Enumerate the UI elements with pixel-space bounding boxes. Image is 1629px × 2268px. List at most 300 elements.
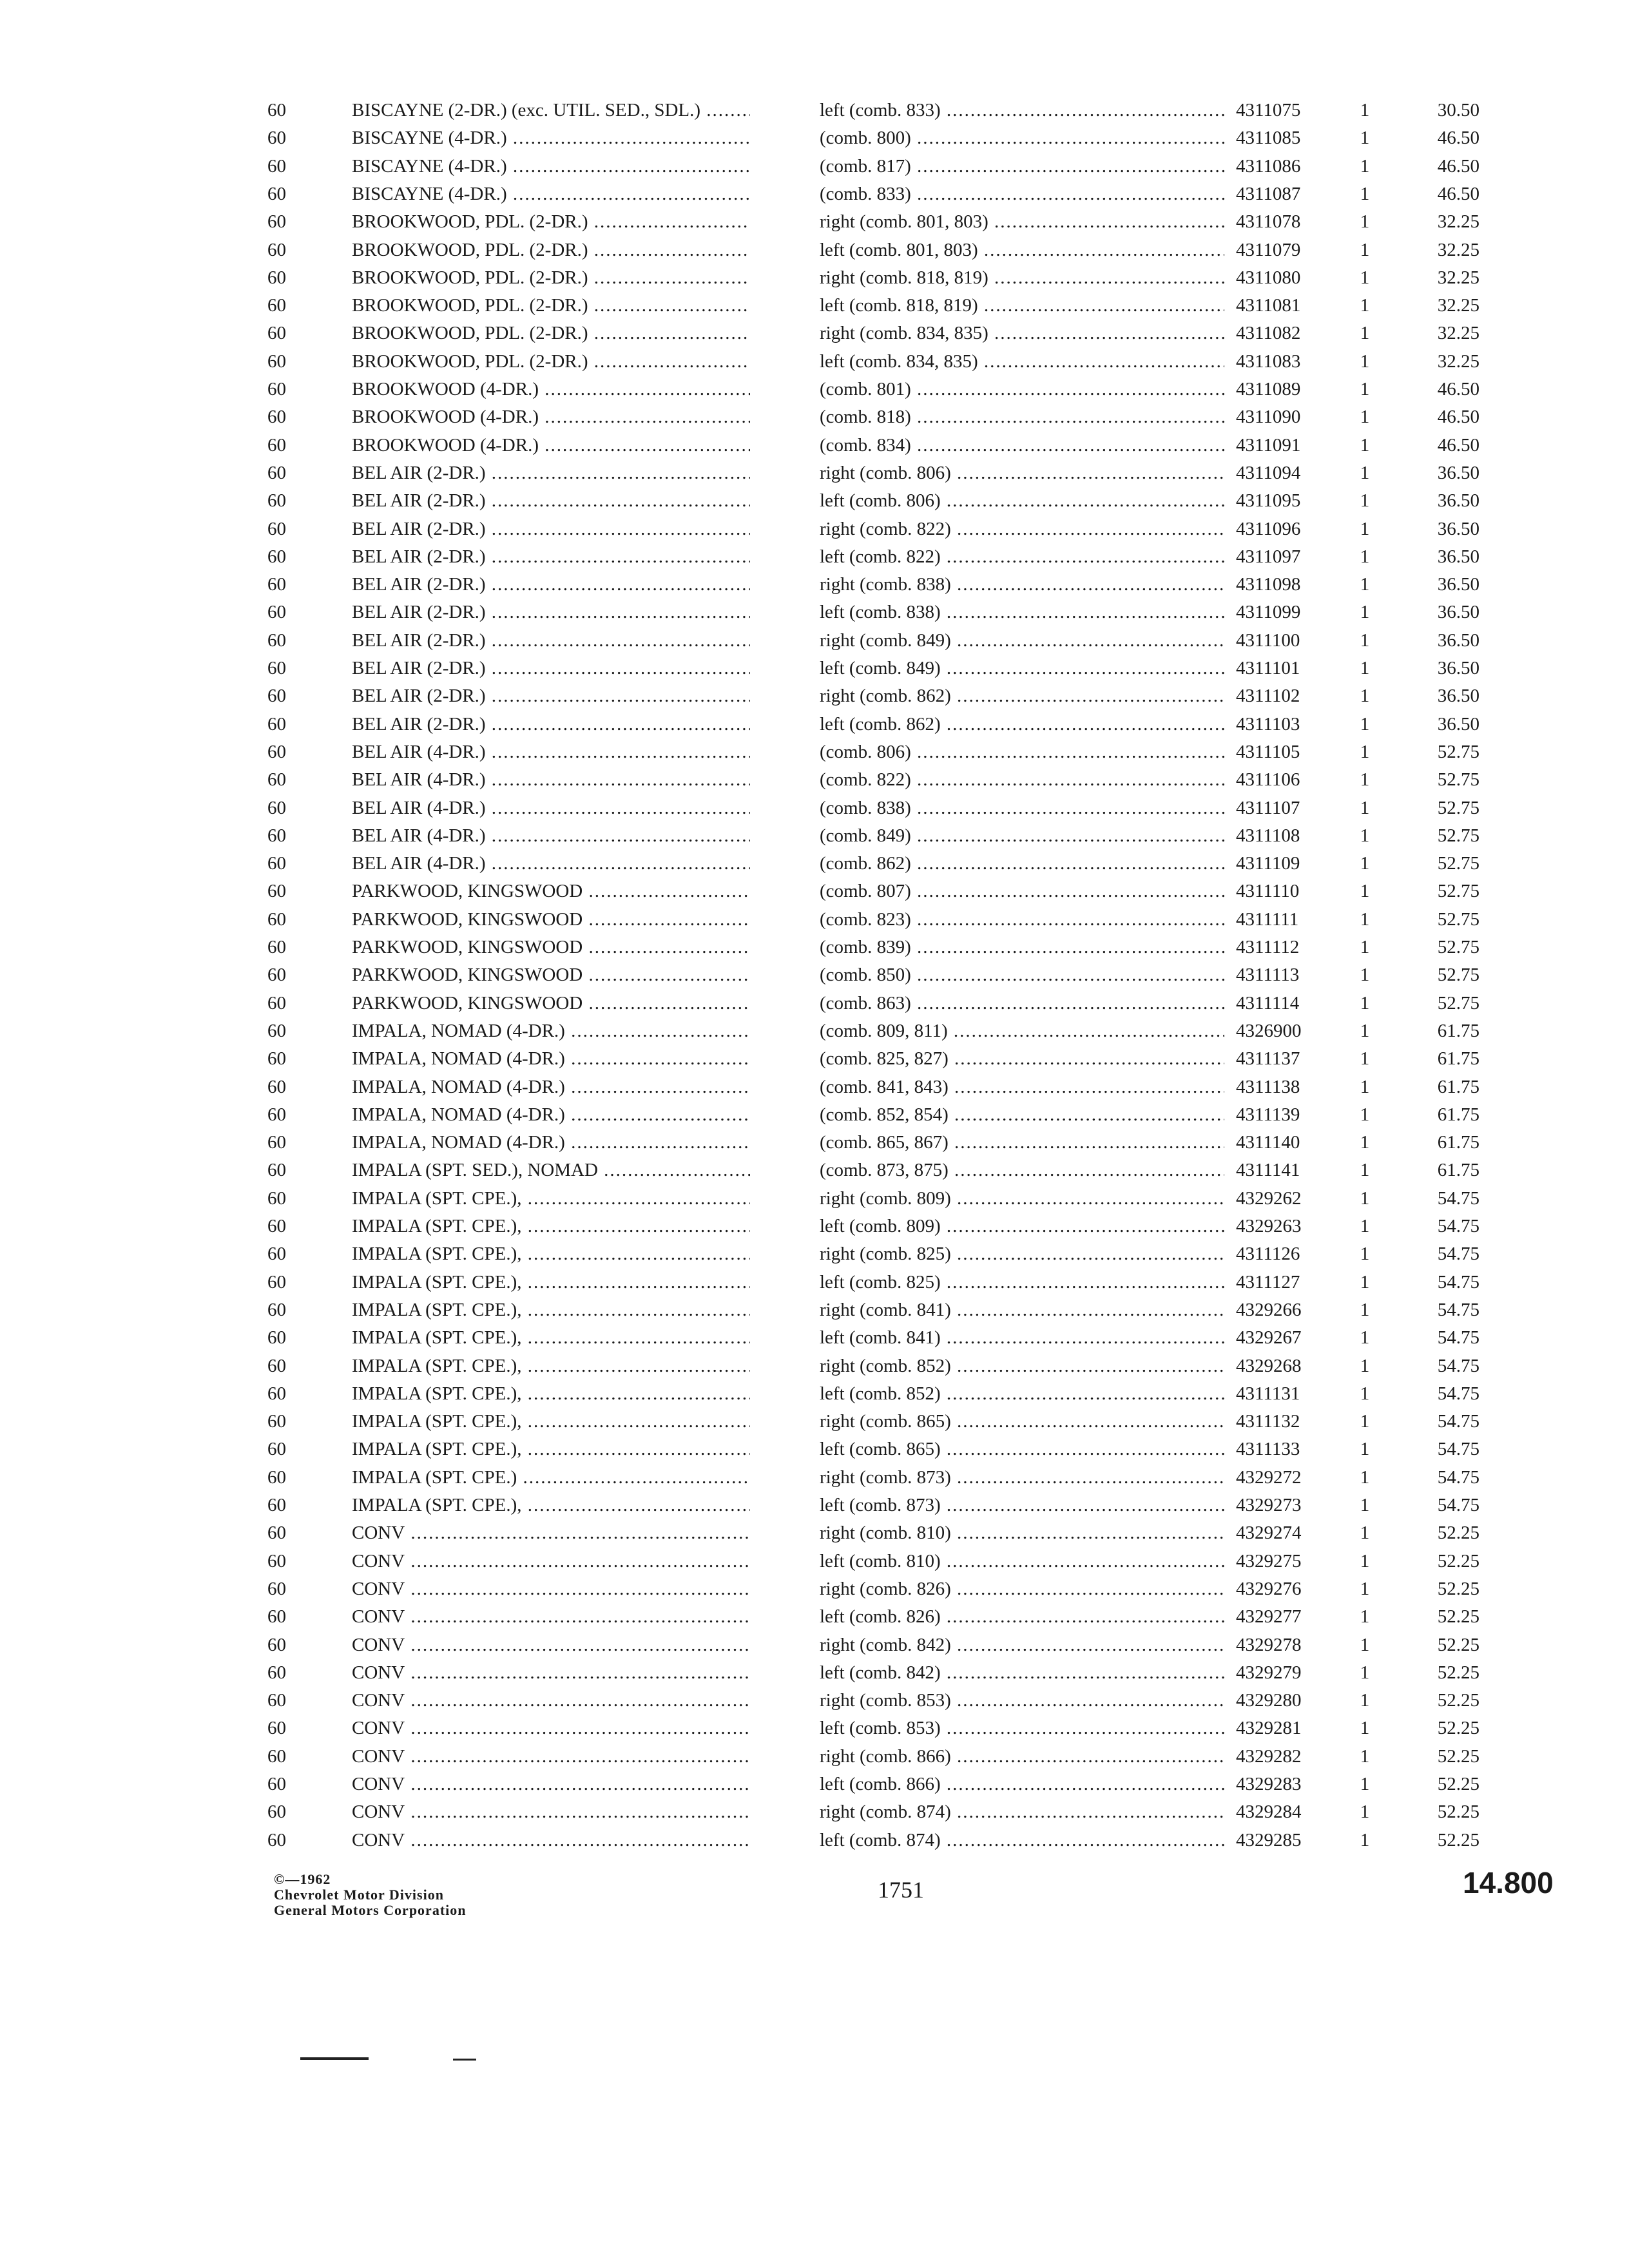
model-name: BISCAYNE (4-DR.) ..... xyxy=(352,180,750,208)
part-number: 4311126 xyxy=(1236,1244,1300,1264)
part-number: 4311141 xyxy=(1236,1160,1300,1180)
table-row xyxy=(0,1743,1629,1771)
quantity: 1 xyxy=(1360,1635,1370,1655)
description: right (comb. 838) ..... xyxy=(820,571,1224,599)
model-name: PARKWOOD, KINGSWOOD ..... xyxy=(352,961,750,989)
part-number: 4311132 xyxy=(1236,1411,1300,1432)
quantity: 1 xyxy=(1360,1160,1370,1180)
model-year: 60 xyxy=(267,1439,286,1459)
quantity: 1 xyxy=(1360,1690,1370,1711)
description: left (comb. 838) ..... xyxy=(820,599,1224,626)
model-year: 60 xyxy=(267,156,286,177)
table-row xyxy=(0,1240,1629,1268)
description: left (comb. 801, 803) ..... xyxy=(820,236,1224,264)
description: (comb. 841, 843) ..... xyxy=(820,1073,1224,1101)
description: (comb. 809, 811) ..... xyxy=(820,1017,1224,1045)
description: (comb. 825, 827) ..... xyxy=(820,1045,1224,1073)
quantity: 1 xyxy=(1360,853,1370,874)
model-name: IMPALA (SPT. CPE.), ..... xyxy=(352,1492,750,1519)
part-number: 4311083 xyxy=(1236,351,1301,372)
price: 36.50 xyxy=(1437,519,1480,539)
price: 32.25 xyxy=(1437,351,1480,372)
quantity: 1 xyxy=(1360,1104,1370,1125)
description: (comb. 818) ..... xyxy=(820,403,1224,431)
description: left (comb. 825) ..... xyxy=(820,1269,1224,1296)
table-row xyxy=(0,599,1629,626)
part-number: 4311109 xyxy=(1236,853,1300,874)
description: left (comb. 841) ..... xyxy=(820,1324,1224,1352)
description: (comb. 800) ..... xyxy=(820,124,1224,152)
part-number: 4311099 xyxy=(1236,602,1301,622)
quantity: 1 xyxy=(1360,1272,1370,1293)
price: 36.50 xyxy=(1437,546,1480,567)
model-name: PARKWOOD, KINGSWOOD ..... xyxy=(352,934,750,961)
part-number: 4311102 xyxy=(1236,686,1300,706)
price: 32.25 xyxy=(1437,267,1480,288)
model-year: 60 xyxy=(267,435,286,456)
model-name: CONV ..... xyxy=(352,1715,750,1742)
price: 52.25 xyxy=(1437,1718,1480,1738)
table-row xyxy=(0,124,1629,152)
table-row xyxy=(0,1464,1629,1492)
model-name: BEL AIR (4-DR.) ..... xyxy=(352,766,750,794)
price: 52.75 xyxy=(1437,993,1480,1014)
table-row xyxy=(0,1603,1629,1631)
price: 61.75 xyxy=(1437,1021,1480,1041)
price: 61.75 xyxy=(1437,1077,1480,1097)
table-row xyxy=(0,961,1629,989)
model-name: IMPALA (SPT. SED.), NOMAD ..... xyxy=(352,1157,750,1184)
model-year: 60 xyxy=(267,490,286,511)
model-year: 60 xyxy=(267,519,286,539)
model-name: CONV ..... xyxy=(352,1603,750,1631)
model-name: IMPALA (SPT. CPE.), ..... xyxy=(352,1296,750,1324)
description: right (comb. 852) ..... xyxy=(820,1352,1224,1380)
quantity: 1 xyxy=(1360,1774,1370,1794)
table-row xyxy=(0,1157,1629,1184)
quantity: 1 xyxy=(1360,1746,1370,1767)
part-number: 4329263 xyxy=(1236,1216,1302,1236)
table-row xyxy=(0,1352,1629,1380)
model-name: BEL AIR (2-DR.) ..... xyxy=(352,459,750,487)
table-row xyxy=(0,403,1629,431)
model-year: 60 xyxy=(267,1579,286,1599)
part-number: 4311131 xyxy=(1236,1383,1300,1404)
model-name: IMPALA, NOMAD (4-DR.) ..... xyxy=(352,1129,750,1157)
description: right (comb. 842) ..... xyxy=(820,1631,1224,1659)
part-number: 4311089 xyxy=(1236,379,1301,399)
table-row xyxy=(0,153,1629,180)
quantity: 1 xyxy=(1360,407,1370,427)
quantity: 1 xyxy=(1360,267,1370,288)
price: 54.75 xyxy=(1437,1300,1480,1320)
model-year: 60 xyxy=(267,407,286,427)
part-number: 4311101 xyxy=(1236,658,1300,678)
quantity: 1 xyxy=(1360,798,1370,818)
model-year: 60 xyxy=(267,240,286,260)
quantity: 1 xyxy=(1360,1188,1370,1209)
part-number: 4311085 xyxy=(1236,128,1301,148)
model-name: CONV ..... xyxy=(352,1798,750,1826)
quantity: 1 xyxy=(1360,1467,1370,1488)
quantity: 1 xyxy=(1360,211,1370,232)
part-number: 4311096 xyxy=(1236,519,1301,539)
price: 32.25 xyxy=(1437,240,1480,260)
table-row xyxy=(0,515,1629,543)
part-number: 4311080 xyxy=(1236,267,1301,288)
quantity: 1 xyxy=(1360,574,1370,595)
part-number: 4311112 xyxy=(1236,937,1300,957)
description: left (comb. 806) ..... xyxy=(820,487,1224,515)
quantity: 1 xyxy=(1360,1300,1370,1320)
model-name: BEL AIR (4-DR.) ..... xyxy=(352,822,750,850)
quantity: 1 xyxy=(1360,435,1370,456)
model-year: 60 xyxy=(267,1048,286,1069)
model-name: CONV ..... xyxy=(352,1519,750,1547)
part-number: 4329282 xyxy=(1236,1746,1302,1767)
quantity: 1 xyxy=(1360,1132,1370,1153)
description: (comb. 862) ..... xyxy=(820,850,1224,878)
part-number: 4329272 xyxy=(1236,1467,1302,1488)
model-name: IMPALA, NOMAD (4-DR.) ..... xyxy=(352,1045,750,1073)
part-number: 4311106 xyxy=(1236,769,1300,790)
table-row xyxy=(0,1269,1629,1296)
description: left (comb. 866) ..... xyxy=(820,1771,1224,1798)
description: right (comb. 806) ..... xyxy=(820,459,1224,487)
description: right (comb. 873) ..... xyxy=(820,1464,1224,1492)
description: right (comb. 826) ..... xyxy=(820,1575,1224,1603)
table-row xyxy=(0,180,1629,208)
table-row xyxy=(0,208,1629,236)
part-number: 4311075 xyxy=(1236,100,1301,120)
table-row xyxy=(0,1687,1629,1715)
part-number: 4329278 xyxy=(1236,1635,1302,1655)
part-number: 4311137 xyxy=(1236,1048,1300,1069)
price: 54.75 xyxy=(1437,1411,1480,1432)
table-row xyxy=(0,432,1629,459)
model-name: BROOKWOOD, PDL. (2-DR.) ..... xyxy=(352,348,750,376)
price: 36.50 xyxy=(1437,574,1480,595)
model-year: 60 xyxy=(267,937,286,957)
part-number: 4329280 xyxy=(1236,1690,1302,1711)
quantity: 1 xyxy=(1360,1048,1370,1069)
model-name: IMPALA (SPT. CPE.), ..... xyxy=(352,1324,750,1352)
table-row xyxy=(0,1631,1629,1659)
model-year: 60 xyxy=(267,853,286,874)
table-row xyxy=(0,1017,1629,1045)
model-name: BROOKWOOD, PDL. (2-DR.) ..... xyxy=(352,320,750,347)
description: left (comb. 862) ..... xyxy=(820,711,1224,738)
part-number: 4311087 xyxy=(1236,184,1301,204)
price: 36.50 xyxy=(1437,602,1480,622)
model-year: 60 xyxy=(267,742,286,762)
model-name: CONV ..... xyxy=(352,1659,750,1687)
quantity: 1 xyxy=(1360,463,1370,483)
table-row xyxy=(0,906,1629,934)
description: (comb. 873, 875) ..... xyxy=(820,1157,1224,1184)
model-year: 60 xyxy=(267,798,286,818)
model-year: 60 xyxy=(267,100,286,120)
description: right (comb. 822) ..... xyxy=(820,515,1224,543)
model-year: 60 xyxy=(267,1077,286,1097)
model-year: 60 xyxy=(267,602,286,622)
description: (comb. 823) ..... xyxy=(820,906,1224,934)
part-number: 4311108 xyxy=(1236,825,1300,846)
model-year: 60 xyxy=(267,1160,286,1180)
quantity: 1 xyxy=(1360,602,1370,622)
table-row xyxy=(0,1045,1629,1073)
quantity: 1 xyxy=(1360,1830,1370,1850)
quantity: 1 xyxy=(1360,825,1370,846)
quantity: 1 xyxy=(1360,630,1370,651)
model-year: 60 xyxy=(267,1495,286,1515)
table-row xyxy=(0,1798,1629,1826)
model-name: IMPALA (SPT. CPE.), ..... xyxy=(352,1352,750,1380)
description: (comb. 863) ..... xyxy=(820,990,1224,1017)
quantity: 1 xyxy=(1360,1523,1370,1543)
part-number: 4326900 xyxy=(1236,1021,1302,1041)
model-name: CONV ..... xyxy=(352,1827,750,1854)
price: 46.50 xyxy=(1437,407,1480,427)
quantity: 1 xyxy=(1360,1662,1370,1683)
part-number: 4311111 xyxy=(1236,909,1299,930)
part-number: 4311105 xyxy=(1236,742,1300,762)
description: right (comb. 818, 819) ..... xyxy=(820,264,1224,292)
part-number: 4311110 xyxy=(1236,881,1300,901)
model-name: IMPALA (SPT. CPE.), ..... xyxy=(352,1436,750,1463)
price: 36.50 xyxy=(1437,658,1480,678)
part-number: 4329267 xyxy=(1236,1327,1302,1348)
price: 32.25 xyxy=(1437,211,1480,232)
table-row xyxy=(0,1827,1629,1854)
description: right (comb. 841) ..... xyxy=(820,1296,1224,1324)
table-row xyxy=(0,320,1629,347)
model-year: 60 xyxy=(267,993,286,1014)
price: 36.50 xyxy=(1437,463,1480,483)
model-name: PARKWOOD, KINGSWOOD ..... xyxy=(352,990,750,1017)
price: 61.75 xyxy=(1437,1160,1480,1180)
table-row xyxy=(0,292,1629,320)
price: 52.75 xyxy=(1437,742,1480,762)
table-row xyxy=(0,1659,1629,1687)
quantity: 1 xyxy=(1360,1606,1370,1627)
description: (comb. 807) ..... xyxy=(820,878,1224,905)
model-year: 60 xyxy=(267,658,286,678)
table-row xyxy=(0,376,1629,403)
model-name: BEL AIR (4-DR.) ..... xyxy=(352,850,750,878)
quantity: 1 xyxy=(1360,1411,1370,1432)
price: 52.75 xyxy=(1437,909,1480,930)
price: 52.25 xyxy=(1437,1746,1480,1767)
model-year: 60 xyxy=(267,1104,286,1125)
model-name: IMPALA (SPT. CPE.), ..... xyxy=(352,1185,750,1213)
part-number: 4329276 xyxy=(1236,1579,1302,1599)
scan-mark-right xyxy=(453,2059,476,2061)
price: 46.50 xyxy=(1437,156,1480,177)
quantity: 1 xyxy=(1360,156,1370,177)
model-name: BEL AIR (2-DR.) ..... xyxy=(352,543,750,571)
price: 54.75 xyxy=(1437,1495,1480,1515)
table-row xyxy=(0,1101,1629,1129)
table-row xyxy=(0,655,1629,682)
model-name: BEL AIR (2-DR.) ..... xyxy=(352,599,750,626)
description: left (comb. 853) ..... xyxy=(820,1715,1224,1742)
model-name: IMPALA (SPT. CPE.) ..... xyxy=(352,1464,750,1492)
quantity: 1 xyxy=(1360,490,1370,511)
price: 54.75 xyxy=(1437,1188,1480,1209)
model-year: 60 xyxy=(267,630,286,651)
price: 32.25 xyxy=(1437,295,1480,316)
model-year: 60 xyxy=(267,1635,286,1655)
model-name: BEL AIR (2-DR.) ..... xyxy=(352,515,750,543)
part-number: 4329281 xyxy=(1236,1718,1302,1738)
quantity: 1 xyxy=(1360,909,1370,930)
table-row xyxy=(0,1324,1629,1352)
part-number: 4329266 xyxy=(1236,1300,1302,1320)
part-number: 4329268 xyxy=(1236,1356,1302,1376)
model-name: BEL AIR (4-DR.) ..... xyxy=(352,794,750,822)
copyright-year: ©—1962 xyxy=(274,1871,331,1887)
table-row xyxy=(0,1548,1629,1575)
model-year: 60 xyxy=(267,965,286,985)
description: (comb. 806) ..... xyxy=(820,738,1224,766)
model-name: IMPALA (SPT. CPE.), ..... xyxy=(352,1269,750,1296)
model-name: IMPALA, NOMAD (4-DR.) ..... xyxy=(352,1017,750,1045)
quantity: 1 xyxy=(1360,1356,1370,1376)
description: (comb. 852, 854) ..... xyxy=(820,1101,1224,1129)
price: 54.75 xyxy=(1437,1216,1480,1236)
quantity: 1 xyxy=(1360,1802,1370,1822)
table-row xyxy=(0,264,1629,292)
price: 54.75 xyxy=(1437,1467,1480,1488)
part-number: 4311086 xyxy=(1236,156,1301,177)
model-year: 60 xyxy=(267,1551,286,1571)
price: 52.25 xyxy=(1437,1579,1480,1599)
quantity: 1 xyxy=(1360,881,1370,901)
table-row xyxy=(0,850,1629,878)
model-year: 60 xyxy=(267,1774,286,1794)
model-year: 60 xyxy=(267,1802,286,1822)
part-number: 4329283 xyxy=(1236,1774,1302,1794)
quantity: 1 xyxy=(1360,323,1370,343)
table-row xyxy=(0,1408,1629,1436)
model-name: BISCAYNE (2-DR.) (exc. UTIL. SED., SDL.) ..... xyxy=(352,97,750,124)
quantity: 1 xyxy=(1360,1579,1370,1599)
part-number: 4311103 xyxy=(1236,714,1300,735)
table-row xyxy=(0,1129,1629,1157)
table-row xyxy=(0,543,1629,571)
table-row xyxy=(0,97,1629,124)
model-year: 60 xyxy=(267,909,286,930)
copyright-corporation: General Motors Corporation xyxy=(274,1902,467,1918)
description: left (comb. 873) ..... xyxy=(820,1492,1224,1519)
model-year: 60 xyxy=(267,379,286,399)
price: 54.75 xyxy=(1437,1272,1480,1293)
table-row xyxy=(0,990,1629,1017)
model-name: BEL AIR (2-DR.) ..... xyxy=(352,711,750,738)
model-name: IMPALA (SPT. CPE.), ..... xyxy=(352,1380,750,1408)
part-number: 4311082 xyxy=(1236,323,1301,343)
model-year: 60 xyxy=(267,1272,286,1293)
quantity: 1 xyxy=(1360,1551,1370,1571)
part-number: 4329273 xyxy=(1236,1495,1302,1515)
quantity: 1 xyxy=(1360,769,1370,790)
part-number: 4329274 xyxy=(1236,1523,1302,1543)
model-year: 60 xyxy=(267,295,286,316)
description: left (comb. 809) ..... xyxy=(820,1213,1224,1240)
price: 54.75 xyxy=(1437,1439,1480,1459)
description: left (comb. 849) ..... xyxy=(820,655,1224,682)
page-number: 1751 xyxy=(878,1877,924,1903)
model-year: 60 xyxy=(267,211,286,232)
table-row xyxy=(0,571,1629,599)
description: (comb. 834) ..... xyxy=(820,432,1224,459)
quantity: 1 xyxy=(1360,1216,1370,1236)
model-year: 60 xyxy=(267,1830,286,1850)
table-row xyxy=(0,459,1629,487)
quantity: 1 xyxy=(1360,519,1370,539)
model-year: 60 xyxy=(267,1746,286,1767)
description: left (comb. 833) ..... xyxy=(820,97,1224,124)
model-year: 60 xyxy=(267,1523,286,1543)
description: left (comb. 852) ..... xyxy=(820,1380,1224,1408)
table-row xyxy=(0,766,1629,794)
part-number: 4311133 xyxy=(1236,1439,1300,1459)
table-row xyxy=(0,1296,1629,1324)
part-number: 4311138 xyxy=(1236,1077,1300,1097)
model-name: BROOKWOOD (4-DR.) ..... xyxy=(352,432,750,459)
price: 46.50 xyxy=(1437,435,1480,456)
model-year: 60 xyxy=(267,1718,286,1738)
price: 61.75 xyxy=(1437,1132,1480,1153)
table-row xyxy=(0,1436,1629,1463)
description: right (comb. 862) ..... xyxy=(820,682,1224,710)
model-year: 60 xyxy=(267,686,286,706)
model-year: 60 xyxy=(267,1327,286,1348)
model-name: IMPALA, NOMAD (4-DR.) ..... xyxy=(352,1073,750,1101)
price: 36.50 xyxy=(1437,630,1480,651)
model-year: 60 xyxy=(267,351,286,372)
quantity: 1 xyxy=(1360,295,1370,316)
description: (comb. 839) ..... xyxy=(820,934,1224,961)
description: right (comb. 810) ..... xyxy=(820,1519,1224,1547)
price: 52.75 xyxy=(1437,937,1480,957)
model-year: 60 xyxy=(267,1244,286,1264)
model-year: 60 xyxy=(267,546,286,567)
part-number: 4311113 xyxy=(1236,965,1300,985)
model-year: 60 xyxy=(267,128,286,148)
quantity: 1 xyxy=(1360,351,1370,372)
price: 54.75 xyxy=(1437,1356,1480,1376)
description: left (comb. 834, 835) ..... xyxy=(820,348,1224,376)
model-name: BISCAYNE (4-DR.) ..... xyxy=(352,153,750,180)
description: (comb. 849) ..... xyxy=(820,822,1224,850)
price: 32.25 xyxy=(1437,323,1480,343)
quantity: 1 xyxy=(1360,1383,1370,1404)
part-number: 4311127 xyxy=(1236,1272,1300,1293)
part-number: 4329285 xyxy=(1236,1830,1302,1850)
model-year: 60 xyxy=(267,1383,286,1404)
description: left (comb. 826) ..... xyxy=(820,1603,1224,1631)
price: 52.75 xyxy=(1437,798,1480,818)
quantity: 1 xyxy=(1360,686,1370,706)
model-name: BEL AIR (4-DR.) ..... xyxy=(352,738,750,766)
price: 52.75 xyxy=(1437,825,1480,846)
description: (comb. 822) ..... xyxy=(820,766,1224,794)
copyright-block xyxy=(274,1872,467,1918)
part-number: 4311094 xyxy=(1236,463,1301,483)
price: 52.75 xyxy=(1437,853,1480,874)
